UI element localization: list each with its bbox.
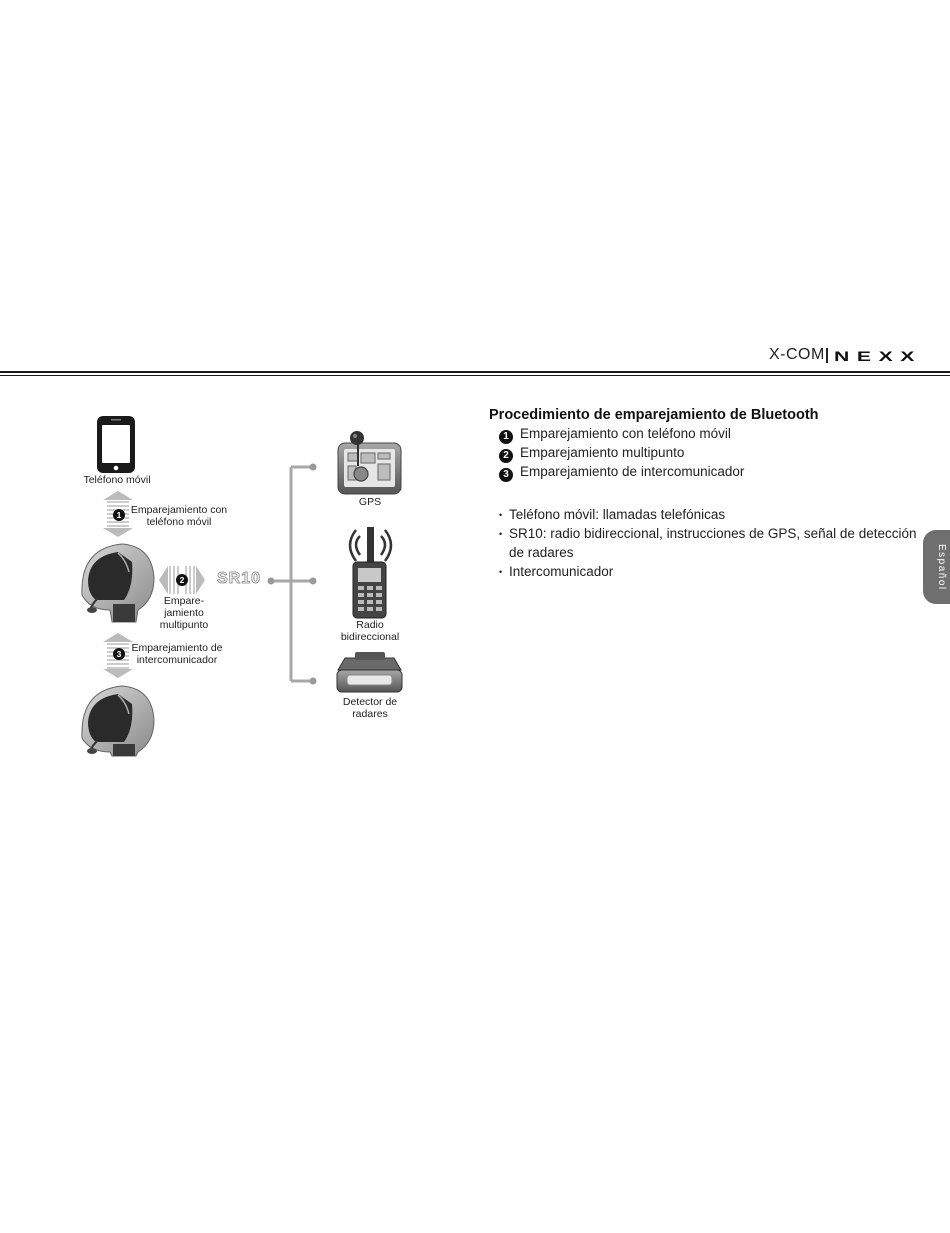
helmet-icon xyxy=(82,686,154,756)
step-label: Emparejamiento con teléfono móvil xyxy=(520,426,731,441)
radio-icon xyxy=(350,527,391,618)
bullet-dot-icon: • xyxy=(499,510,503,520)
pairing-intercom-line: intercomunicador xyxy=(136,654,218,666)
connector-dot xyxy=(310,578,317,585)
pairing-number-badge: 3 xyxy=(113,648,125,660)
phone-label: Teléfono móvil xyxy=(83,474,151,486)
bullet-dot-icon: • xyxy=(499,529,503,539)
radar-detector-icon xyxy=(337,652,402,692)
connection-lines xyxy=(268,467,311,681)
radio-label-line: Radio xyxy=(356,619,384,631)
step-number: 2 xyxy=(499,449,513,463)
bullet-dot-icon: • xyxy=(499,567,503,577)
pairing-multipoint-label xyxy=(154,595,214,631)
header-title: X-COM xyxy=(769,346,825,363)
gps-icon xyxy=(338,431,401,494)
pairing-intercom-line: Emparejamiento de xyxy=(131,642,223,654)
radio-label xyxy=(330,619,410,643)
pairing-multipoint-line: Empare- xyxy=(163,595,205,607)
bullet-text: Intercomunicador xyxy=(509,564,614,579)
pairing-number-badge: 1 xyxy=(113,509,125,521)
connector-dot xyxy=(268,578,275,585)
pairing-phone-line: Emparejamiento con xyxy=(130,504,228,516)
pairing-phone-label xyxy=(127,504,231,528)
helmet-icon xyxy=(82,544,154,622)
step-number: 3 xyxy=(499,468,513,482)
pairing-multipoint-line: multipunto xyxy=(159,619,209,631)
gps-label: GPS xyxy=(358,496,382,508)
sr10-label: SR10 xyxy=(217,570,262,587)
radar-label-line: Detector de xyxy=(342,696,398,708)
radio-label-line: bidireccional xyxy=(340,631,400,643)
bullet-text: SR10: radio bidireccional, instrucciones de GPS, señal de detección de radares xyxy=(509,526,917,560)
step-number: 1 xyxy=(499,430,513,444)
pairing-phone-line: teléfono móvil xyxy=(146,516,212,528)
pairing-multipoint-line: jamiento xyxy=(164,607,204,619)
bullet-text: Teléfono móvil: llamadas telefónicas xyxy=(509,507,726,522)
step-label: Emparejamiento multipunto xyxy=(520,445,685,460)
step-label: Emparejamiento de intercomunicador xyxy=(520,464,745,479)
connector-dot xyxy=(310,464,317,471)
section-heading: Procedimiento de emparejamiento de Bluetooth xyxy=(489,407,819,423)
brand-logo-text: NEXX xyxy=(834,350,922,362)
connector-dot xyxy=(310,678,317,685)
radar-label-line: radares xyxy=(352,708,388,720)
pairing-intercom-label xyxy=(127,642,227,666)
phone-icon xyxy=(97,416,135,473)
radar-label xyxy=(330,696,410,720)
language-tab-label: Español xyxy=(936,543,947,591)
pairing-number-badge: 2 xyxy=(176,574,188,586)
